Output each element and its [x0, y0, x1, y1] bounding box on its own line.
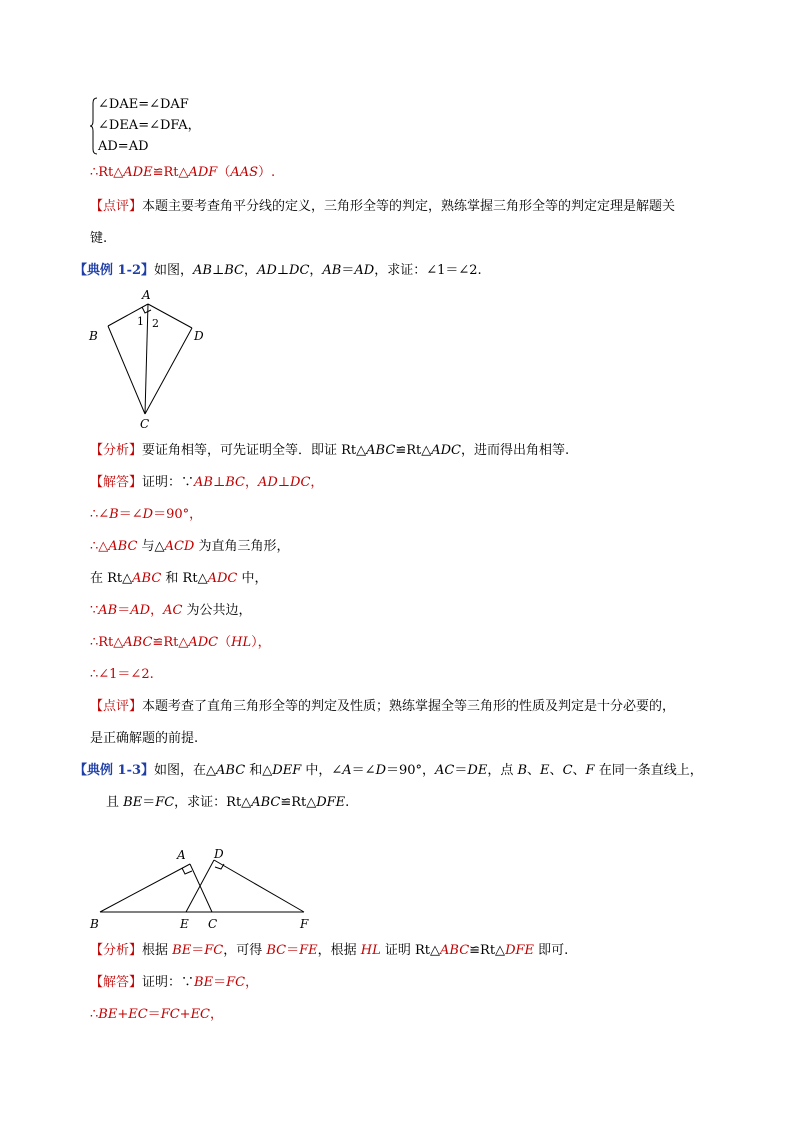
- figure2-label-b: B: [90, 917, 99, 931]
- figure2-label-a: A: [177, 848, 186, 862]
- example-1-3-statement-line-1: 【典例 1-3】如图，在△ABC 和△DEF 中，∠A＝∠D＝90°，AC＝DE，点 B、E、C、F 在同一条直线上，: [74, 763, 703, 778]
- analysis-1-2: 【分析】要证角相等，可先证明全等．即证 Rt△ABC≌Rt△ADC，进而得出角相等.: [90, 443, 570, 458]
- analysis-1-3: 【分析】根据 BE＝FC，可得 BC＝FE，根据 HL 证明 Rt△ABC≌Rt△DFE 即可.: [90, 943, 569, 958]
- figure1-label-c: C: [140, 417, 150, 431]
- solution-1-2-line-3: ∴△ABC 与△ACD 为直角三角形，: [90, 539, 290, 554]
- comment-1-2-line-1: 【点评】本题考查了直角三角形全等的判定及性质；熟练掌握全等三角形的性质及判定是十分必要的，: [90, 699, 676, 714]
- figure1-label-b: B: [89, 329, 98, 343]
- solution-1-2-line-6: ∴Rt△ABC≌Rt△ADC（HL），: [90, 635, 271, 650]
- solution-1-2-line-2: ∴∠B＝∠D＝90°，: [90, 507, 203, 522]
- kite-figure: [80, 284, 220, 432]
- solution-1-3-line-1: 【解答】证明：∵BE＝FC，: [90, 975, 259, 990]
- equation-system-brace: [90, 97, 98, 155]
- comment-1-2-line-2: 是正确解题的前提.: [90, 731, 199, 746]
- figure1-label-angle1: 1: [137, 315, 144, 328]
- solution-1-2-line-7: ∴∠1＝∠2.: [90, 667, 154, 682]
- example-1-3-tag: 【典例 1-3】: [74, 763, 155, 778]
- solution-tag: 【解答】: [90, 475, 143, 490]
- figure1-label-angle2: 2: [152, 317, 159, 330]
- solution-1-2-line-4: 在 Rt△ABC 和 Rt△ADC 中，: [90, 571, 268, 586]
- solution-1-3-line-2: ∴BE+EC＝FC+EC，: [90, 1007, 224, 1022]
- triangles-figure: [86, 842, 326, 934]
- example-1-2-statement: 【典例 1-2】如图，AB⊥BC，AD⊥DC，AB＝AD，求证：∠1＝∠2.: [74, 263, 482, 278]
- system-equation-2: ∠DEA=∠DFA，: [98, 118, 201, 133]
- figure2-label-c: C: [208, 917, 218, 931]
- analysis-tag: 【分析】: [90, 443, 143, 458]
- figure2-label-d: D: [214, 847, 224, 861]
- previous-comment-line-2: 键.: [90, 231, 108, 246]
- solution-1-2-line-1: 【解答】证明：∵AB⊥BC，AD⊥DC，: [90, 475, 324, 490]
- previous-conclusion: ∴Rt△ADE≌Rt△ADF（AAS）.: [90, 165, 276, 180]
- example-1-2-tag: 【典例 1-2】: [74, 263, 155, 278]
- system-equation-3: AD=AD: [98, 139, 149, 154]
- solution-1-2-line-5: ∵AB＝AD，AC 为公共边，: [90, 603, 252, 618]
- solution-tag: 【解答】: [90, 975, 143, 990]
- previous-comment-line-1: 【点评】本题主要考查角平分线的定义，三角形全等的判定，熟练掌握三角形全等的判定定理是解题关: [90, 199, 676, 214]
- example-1-3-statement-line-2: 且 BE＝FC，求证：Rt△ABC≌Rt△DFE.: [106, 795, 350, 810]
- figure1-label-a: A: [142, 288, 151, 302]
- analysis-tag: 【分析】: [90, 943, 143, 958]
- figure2-label-f: F: [300, 917, 309, 931]
- system-equation-1: ∠DAE=∠DAF: [98, 97, 189, 112]
- figure1-label-d: D: [194, 329, 204, 343]
- figure2-label-e: E: [180, 917, 189, 931]
